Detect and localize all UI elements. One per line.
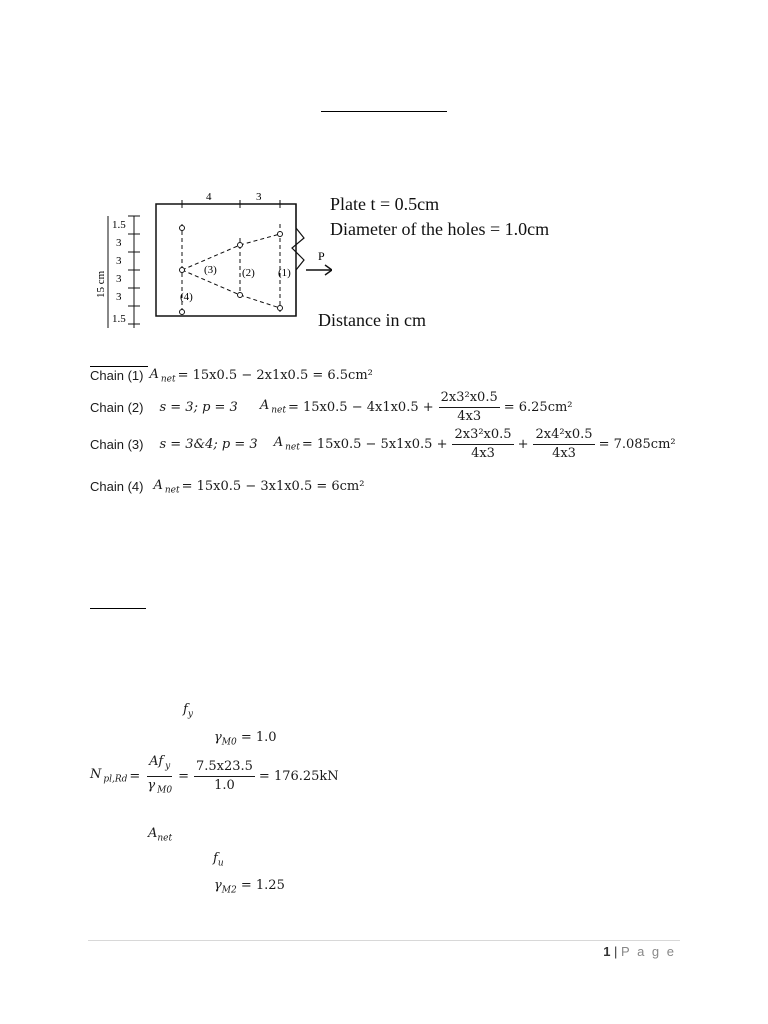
chain-3-row: Chain (3) s = 3&4; p = 3 A $_{net}$ = 15x0.5 − 5x1x0.5 + $\frac{\text{2x3²x0.5}}{4x3}$ + $\frac{\text{2x4²x0.5}}{4x3}$ = 7.085cm² [90,426,676,461]
page-word: P a g e [621,944,676,959]
npl-fraction-numeric: $\frac{7.5x23.5}{1.0}$ [195,758,253,793]
chain-1-row: Chain (1) A $_{net}$ = 15x0.5 − 2x1x0.5 = 6.5cm² [90,367,373,385]
dim-left-4: 3 [116,291,122,303]
chain-4-label: Chain (4) [90,479,144,495]
chain-label-1: (1) [278,267,291,279]
heading-underline [321,111,447,112]
dim-left-2: 3 [116,255,122,267]
distance-unit-text: Distance in cm [318,310,426,330]
plate-figure [92,188,332,333]
chain-1-formula: = 15x0.5 − 2x1x0.5 = 6.5cm² [177,368,373,384]
chain-label-2: (2) [242,267,255,279]
chain-1-label: Chain (1) [90,368,144,384]
chain-4-row: Chain (4) A $_{net}$ = 15x0.5 − 3x1x0.5 = 6cm² [90,478,365,496]
gamma-m2-line: $\gamma_{M2} = 1.25$ [214,878,285,896]
dim-top-4: 4 [206,191,212,203]
p-label: P [318,249,325,263]
dim-left-0: 1.5 [112,219,126,231]
chain-4-formula: = 15x0.5 − 3x1x0.5 = 6cm² [181,479,365,495]
dim-left-3: 3 [116,273,122,285]
dim-top-3: 3 [256,191,262,203]
footer-rule [88,940,680,941]
height-label: 15 cm [95,270,107,298]
gamma-m0-line: $\gamma_{M0} = 1.0$ [214,730,277,748]
chain-3-params: s = 3&4; p = 3 [159,436,258,452]
chain-3-label: Chain (3) [90,436,144,452]
chain-2-fraction: $\frac{\text{2x3²x0.5}}{4x3}$ [440,389,498,424]
chain-3-fraction-1: $\frac{\text{2x3²x0.5}}{4x3}$ [454,426,512,461]
npl-rd-equation: N $_{pl,Rd}$ = $\frac{Af _y}{\gamma _{M0}}$ = $\frac{7.5x23.5}{1.0}$ = 176.25kN [90,754,341,798]
plate-outline [156,204,296,316]
plate-thickness-text: Plate t = 0.5cm [330,194,440,214]
npl-fraction-symbolic: $\frac{Af _y}{\gamma _{M0}}$ [147,753,173,796]
chain-3-fraction-2: $\frac{\text{2x4²x0.5}}{4x3}$ [535,426,593,461]
page-number: 1 [603,944,611,959]
chain-2-row: Chain (2) s = 3; p = 3 A $_{net}$ = 15x0.5 − 4x1x0.5 + $\frac{\text{2x3²x0.5}}{4x3}$ = 6.25cm² [90,389,573,424]
fy-symbol: $f_y$ [183,702,193,720]
page-footer: 1 | P a g e [603,944,676,959]
anet-symbol: $A_{net}$ [148,826,173,844]
dim-left-1: 3 [116,237,122,249]
chain-label-4: (4) [180,291,193,303]
dim-left-5: 1.5 [112,313,126,325]
fu-symbol: $f_u$ [213,851,224,869]
chain-label-3: (3) [204,264,217,276]
chain-2-params: s = 3; p = 3 [159,399,238,415]
chain-2-label: Chain (2) [90,399,144,415]
hole-diameter-text: Diameter of the holes = 1.0cm [330,219,550,239]
section-underline-2 [90,608,146,609]
